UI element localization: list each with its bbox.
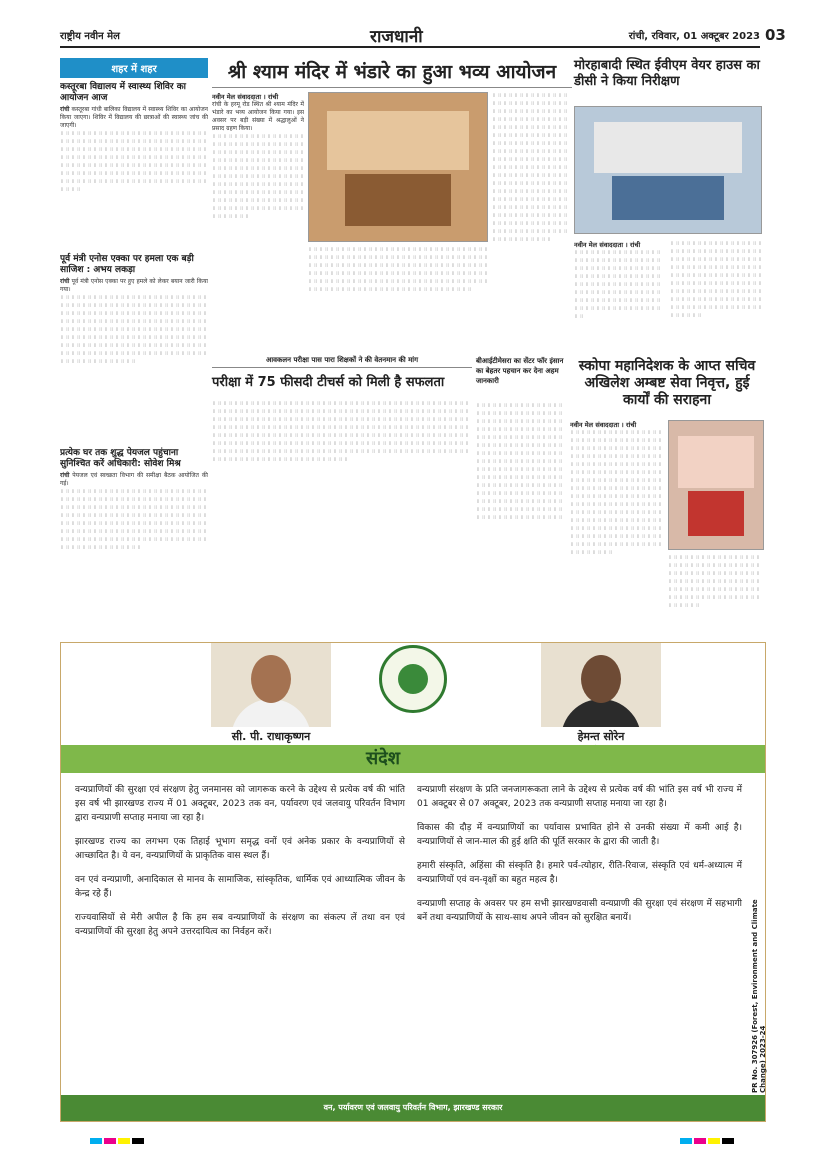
masthead (60, 22, 760, 48)
text-filler: ॥ ॥ ॥ ॥ ॥ ॥ ॥ ॥ ॥ ॥ ॥ ॥ ॥ ॥ ॥ ॥ ॥ ॥ ॥ ॥ ॥ ॥ ॥ ॥ ॥ ॥ ॥ ॥ ॥ ॥ ॥ ॥ ॥ ॥ ॥ ॥ ॥ ॥ ॥ ॥ ॥ ॥ ॥ ॥ ॥ ॥ ॥ ॥ ॥ ॥ ॥ ॥ ॥ ॥ ॥ ॥ ॥ ॥ ॥ ॥ ॥ ॥ ॥ ॥ ॥ ॥ ॥ ॥ ॥ ॥ ॥ ॥ ॥ ॥ ॥ ॥ ॥ ॥ ॥ ॥ ॥ ॥ ॥ ॥ ॥ ॥ ॥ ॥ ॥ ॥ ॥ ॥ ॥ ॥ ॥ ॥ ॥ ॥ ॥ ॥ ॥ ॥ ॥ ॥ ॥ ॥ ॥ ॥ ॥ ॥ ॥ ॥ ॥ ॥ ॥ ॥ ॥ ॥ ॥ ॥ ॥ ॥ ॥ ॥ ॥ ॥ ॥ ॥ ॥ ॥ ॥ ॥ ॥ ॥ ॥ ॥ ॥ ॥ ॥ ॥ ॥ ॥ ॥ ॥ ॥ ॥ ॥ ॥ ॥ ॥ ॥ ॥ ॥ ॥ ॥ ॥ ॥ ॥ ॥ ॥ ॥ ॥ ॥ ॥ ॥ ॥ ॥ ॥ ॥ ॥ ॥ ॥ ॥ ॥ ॥ ॥ ॥ ॥ ॥ ॥ ॥ ॥ ॥ ॥ ॥ ॥ ॥ ॥ ॥ ॥ ॥ ॥ ॥ ॥ ॥ ॥ ॥ ॥ ॥ ॥ ॥ ॥ ॥ ॥ ॥ ॥ ॥ ॥ ॥ ॥ ॥ ॥ ॥ ॥ ॥ ॥ ॥ ॥ ॥ ॥ ॥ ॥ ॥ ॥ ॥ ॥ ॥ ॥ ॥ ॥ ॥ ॥ ॥ ॥ ॥ ॥ ॥ ॥ ॥ ॥ ॥ ॥ ॥ ॥ ॥ ॥ ॥ ॥ ॥ ॥ ॥ ॥ ॥ ॥ ॥ ॥ ॥ ॥ ॥ ॥ ॥ ॥ ॥ (570, 429, 662, 556)
mid-headline: परीक्षा में 75 फीसदी टीचर्स को मिली है सफलता (212, 375, 445, 390)
photo-detail (688, 491, 744, 536)
ad-paragraph: हमारी संस्कृति, अहिंसा की संस्कृति है। हमारे पर्व-त्योहार, रीति-रिवाज, संस्कृति एवं धर्म-अध्यात्म में वन्यप्राणियों एवं वन-वृक्षों का बहुत महत्व है। (417, 861, 742, 885)
mid-headline-box (212, 372, 472, 396)
brand-name: राष्ट्रीय नवीन मेल (60, 31, 120, 42)
ad-footer: वन, पर्यावरण एवं जलवायु परिवर्तन विभाग, झारखण्ड सरकार (61, 1095, 765, 1121)
story-body-text: कस्तूरबा गांधी बालिका विद्यालय में स्वास्थ्य शिविर का आयोजन किया जाएगा। शिविर में विद्यालय की छात्राओं की स्वास्थ्य जांच की जाएगी। (60, 106, 208, 129)
mini-headline: बीआईटीमेसरा का सेंटर फॉर इंसान का बेहतर पहचान कर देना अहम जानकारी (476, 357, 564, 385)
main-headline-box (212, 58, 572, 88)
color-bar (132, 1138, 144, 1144)
text-filler: ॥ ॥ ॥ ॥ ॥ ॥ ॥ ॥ ॥ ॥ ॥ ॥ ॥ ॥ ॥ ॥ ॥ ॥ ॥ ॥ ॥ ॥ ॥ ॥ ॥ ॥ ॥ ॥ ॥ ॥ ॥ ॥ ॥ ॥ ॥ ॥ ॥ ॥ ॥ ॥ ॥ ॥ ॥ ॥ ॥ ॥ ॥ ॥ ॥ ॥ ॥ ॥ ॥ ॥ ॥ ॥ ॥ ॥ ॥ ॥ ॥ ॥ ॥ ॥ ॥ ॥ ॥ ॥ ॥ ॥ ॥ ॥ ॥ ॥ ॥ ॥ ॥ ॥ ॥ ॥ ॥ ॥ ॥ ॥ ॥ ॥ ॥ ॥ ॥ ॥ ॥ ॥ ॥ ॥ ॥ ॥ ॥ ॥ ॥ ॥ ॥ ॥ ॥ ॥ ॥ ॥ ॥ ॥ ॥ ॥ ॥ ॥ ॥ ॥ ॥ ॥ ॥ ॥ ॥ ॥ ॥ ॥ ॥ ॥ ॥ ॥ ॥ ॥ ॥ ॥ ॥ ॥ ॥ ॥ ॥ ॥ ॥ ॥ ॥ ॥ ॥ ॥ ॥ ॥ ॥ ॥ ॥ ॥ ॥ ॥ ॥ ॥ ॥ ॥ ॥ ॥ ॥ ॥ ॥ ॥ ॥ ॥ ॥ ॥ ॥ ॥ ॥ ॥ ॥ ॥ ॥ ॥ ॥ ॥ ॥ ॥ ॥ ॥ ॥ ॥ ॥ ॥ ॥ ॥ ॥ ॥ ॥ ॥ ॥ ॥ ॥ ॥ ॥ ॥ ॥ (308, 246, 488, 293)
portrait-face (251, 655, 291, 703)
story-headline: पूर्व मंत्री एनोस एक्का पर हमला एक बड़ी साजिश : अभय लकड़ा (60, 254, 194, 275)
ad-paragraph: वन्यप्राणी संरक्षण के प्रति जनजागरूकता लाने के उद्देश्य से प्रत्येक वर्ष की भांति इस वर्ष भी राज्य में 01 अक्टूबर से 07 अक्टूबर, 2023 तक वन्यप्राणी सप्ताह मनाया जा रहा है। (417, 785, 742, 809)
portrait-face (581, 655, 621, 703)
text-filler: ॥ ॥ ॥ ॥ ॥ ॥ ॥ ॥ ॥ ॥ ॥ ॥ ॥ ॥ ॥ ॥ ॥ ॥ ॥ ॥ ॥ ॥ ॥ ॥ ॥ ॥ ॥ ॥ ॥ ॥ ॥ ॥ ॥ ॥ ॥ ॥ ॥ ॥ ॥ ॥ ॥ ॥ ॥ ॥ ॥ ॥ ॥ ॥ ॥ ॥ ॥ ॥ ॥ ॥ ॥ ॥ ॥ ॥ ॥ ॥ ॥ ॥ ॥ ॥ ॥ ॥ ॥ ॥ ॥ ॥ ॥ ॥ ॥ ॥ ॥ ॥ ॥ ॥ ॥ ॥ ॥ ॥ ॥ ॥ ॥ ॥ ॥ ॥ ॥ ॥ ॥ ॥ ॥ ॥ ॥ ॥ ॥ ॥ ॥ ॥ ॥ ॥ ॥ ॥ ॥ ॥ ॥ ॥ ॥ ॥ ॥ ॥ ॥ ॥ ॥ ॥ ॥ ॥ ॥ ॥ ॥ ॥ ॥ ॥ ॥ ॥ ॥ ॥ ॥ ॥ (574, 249, 661, 320)
scopi-headline: स्कोपा महानिदेशक के आप्त सचिव अखिलेश अम्बष्ट सेवा निवृत्त, हुई कार्यों की सराहना (578, 358, 756, 408)
story-body-text: पेयजल एवं स्वच्छता विभाग की समीक्षा बैठक आयोजित की गई। (60, 472, 208, 487)
main-story-column-2 (308, 246, 488, 354)
ad-left-column (75, 783, 405, 949)
text-filler: ॥ ॥ ॥ ॥ ॥ ॥ ॥ ॥ ॥ ॥ ॥ ॥ ॥ ॥ ॥ ॥ ॥ ॥ ॥ ॥ ॥ ॥ ॥ ॥ ॥ ॥ ॥ ॥ ॥ ॥ ॥ ॥ ॥ ॥ ॥ ॥ ॥ ॥ ॥ ॥ ॥ ॥ ॥ ॥ ॥ ॥ ॥ ॥ ॥ ॥ ॥ ॥ ॥ ॥ ॥ ॥ ॥ ॥ ॥ ॥ ॥ ॥ ॥ ॥ ॥ ॥ ॥ ॥ ॥ ॥ ॥ ॥ ॥ ॥ ॥ ॥ ॥ ॥ ॥ ॥ ॥ ॥ ॥ ॥ ॥ ॥ ॥ ॥ ॥ ॥ ॥ ॥ ॥ ॥ ॥ ॥ ॥ ॥ ॥ ॥ ॥ ॥ ॥ ॥ ॥ ॥ ॥ ॥ ॥ ॥ ॥ ॥ ॥ ॥ ॥ ॥ ॥ ॥ ॥ ॥ ॥ ॥ ॥ ॥ ॥ ॥ ॥ ॥ ॥ ॥ ॥ ॥ ॥ ॥ ॥ ॥ ॥ ॥ ॥ ॥ ॥ ॥ ॥ ॥ ॥ ॥ ॥ ॥ ॥ ॥ ॥ ॥ ॥ ॥ ॥ ॥ ॥ ॥ ॥ (670, 240, 762, 319)
right-story-column (574, 240, 664, 354)
story-dateline: रांची (60, 106, 70, 113)
text-filler: ॥ ॥ ॥ ॥ ॥ ॥ ॥ ॥ ॥ ॥ ॥ ॥ ॥ ॥ ॥ ॥ ॥ ॥ ॥ ॥ ॥ ॥ ॥ ॥ ॥ ॥ ॥ ॥ ॥ ॥ ॥ ॥ ॥ ॥ ॥ ॥ ॥ ॥ ॥ ॥ ॥ ॥ ॥ ॥ ॥ ॥ ॥ ॥ ॥ ॥ ॥ ॥ ॥ ॥ ॥ ॥ ॥ ॥ ॥ ॥ ॥ ॥ ॥ ॥ ॥ ॥ ॥ ॥ ॥ ॥ ॥ ॥ ॥ ॥ ॥ ॥ ॥ ॥ ॥ ॥ ॥ ॥ ॥ ॥ ॥ ॥ ॥ ॥ ॥ ॥ ॥ ॥ ॥ ॥ ॥ ॥ ॥ ॥ ॥ ॥ ॥ ॥ ॥ ॥ ॥ ॥ ॥ ॥ ॥ ॥ ॥ ॥ ॥ ॥ ॥ ॥ ॥ ॥ ॥ ॥ ॥ ॥ ॥ ॥ ॥ ॥ ॥ ॥ ॥ ॥ ॥ ॥ ॥ ॥ ॥ ॥ ॥ ॥ ॥ ॥ ॥ ॥ ॥ ॥ ॥ ॥ ॥ ॥ ॥ ॥ ॥ ॥ ॥ ॥ ॥ ॥ ॥ ॥ ॥ ॥ ॥ ॥ ॥ ॥ ॥ ॥ ॥ ॥ ॥ ॥ ॥ ॥ ॥ ॥ ॥ ॥ ॥ ॥ ॥ ॥ ॥ ॥ ॥ ॥ ॥ ॥ ॥ ॥ ॥ ॥ ॥ ॥ ॥ ॥ ॥ ॥ ॥ ॥ ॥ ॥ ॥ ॥ ॥ ॥ (60, 488, 207, 551)
scopi-story-column-2 (668, 554, 764, 636)
story-headline: कस्तूरबा विद्यालय में स्वास्थ्य शिविर का आयोजन आज (60, 82, 186, 103)
story-dateline: रांची (60, 472, 70, 479)
text-filler: ॥ ॥ ॥ ॥ ॥ ॥ ॥ ॥ ॥ ॥ ॥ ॥ ॥ ॥ ॥ ॥ ॥ ॥ ॥ ॥ ॥ ॥ ॥ ॥ ॥ ॥ ॥ ॥ ॥ ॥ ॥ ॥ ॥ ॥ ॥ ॥ ॥ ॥ ॥ ॥ ॥ ॥ ॥ ॥ ॥ ॥ ॥ ॥ ॥ ॥ ॥ ॥ ॥ ॥ ॥ ॥ ॥ ॥ ॥ ॥ ॥ ॥ ॥ ॥ ॥ ॥ ॥ ॥ ॥ ॥ ॥ ॥ ॥ ॥ ॥ ॥ ॥ ॥ ॥ ॥ ॥ ॥ ॥ ॥ ॥ ॥ ॥ ॥ ॥ ॥ ॥ ॥ ॥ ॥ ॥ ॥ ॥ ॥ ॥ ॥ ॥ ॥ ॥ ॥ ॥ ॥ ॥ ॥ ॥ ॥ ॥ ॥ ॥ ॥ ॥ ॥ ॥ ॥ ॥ ॥ ॥ ॥ ॥ ॥ ॥ ॥ ॥ ॥ ॥ ॥ ॥ ॥ ॥ ॥ ॥ ॥ ॥ ॥ ॥ ॥ ॥ ॥ ॥ ॥ ॥ ॥ ॥ ॥ ॥ ॥ ॥ ॥ ॥ ॥ ॥ ॥ ॥ ॥ ॥ ॥ ॥ ॥ ॥ ॥ ॥ ॥ ॥ ॥ ॥ ॥ ॥ ॥ ॥ ॥ ॥ ॥ ॥ ॥ ॥ ॥ ॥ ॥ ॥ ॥ ॥ ॥ ॥ ॥ ॥ ॥ ॥ ॥ ॥ ॥ ॥ ॥ ॥ ॥ ॥ ॥ ॥ ॥ ॥ ॥ ॥ ॥ ॥ ॥ ॥ ॥ ॥ ॥ ॥ ॥ ॥ ॥ ॥ ॥ ॥ ॥ ॥ ॥ ॥ ॥ ॥ ॥ ॥ ॥ ॥ ॥ ॥ ॥ ॥ ॥ ॥ ॥ ॥ ॥ ॥ ॥ ॥ ॥ ॥ ॥ ॥ ॥ ॥ ॥ ॥ ॥ ॥ ॥ ॥ ॥ ॥ ॥ ॥ ॥ ॥ ॥ ॥ ॥ ॥ ॥ ॥ ॥ ॥ ॥ ॥ ॥ ॥ ॥ ॥ ॥ ॥ ॥ ॥ ॥ ॥ ॥ ॥ ॥ ॥ ॥ ॥ ॥ ॥ ॥ ॥ ॥ ॥ ॥ ॥ ॥ ॥ ॥ ॥ ॥ ॥ ॥ ॥ ॥ ॥ ॥ ॥ ॥ ॥ ॥ ॥ ॥ ॥ ॥ ॥ ॥ ॥ ॥ ॥ ॥ ॥ ॥ ॥ ॥ ॥ ॥ ॥ ॥ ॥ ॥ ॥ ॥ ॥ ॥ ॥ ॥ ॥ ॥ ॥ ॥ ॥ ॥ ॥ ॥ ॥ ॥ ॥ ॥ ॥ ॥ ॥ ॥ ॥ ॥ ॥ ॥ (212, 400, 469, 463)
story-dateline: रांची (60, 278, 70, 285)
emblem-core (398, 664, 428, 694)
dateline: रांची, रविवार, 01 अक्टूबर 2023 (628, 31, 760, 42)
main-story-column-3 (492, 92, 572, 354)
photo-detail (678, 436, 753, 487)
bhandara-photo (308, 92, 488, 242)
left-column (60, 58, 208, 640)
cm-portrait (541, 643, 661, 727)
story-headline: प्रत्येक घर तक शुद्ध पेयजल पहुंचाना सुनिश्चित करें अधिकारी: सोवेश मिश्र (60, 448, 181, 469)
main-body: रांची के हरमू रोड स्थित श्री श्याम मंदिर में भंडारे का भव्य आयोजन किया गया। इस अवसर पर बड़ी संख्या में श्रद्धालुओं ने प्रसाद ग्रहण किया। (212, 101, 304, 132)
government-advertisement (60, 642, 766, 1122)
warehouse-photo (574, 106, 762, 234)
mini-story-body (476, 402, 566, 636)
ad-title-strip (61, 745, 765, 773)
color-bar (708, 1138, 720, 1144)
text-filler: ॥ ॥ ॥ ॥ ॥ ॥ ॥ ॥ ॥ ॥ ॥ ॥ ॥ ॥ ॥ ॥ ॥ ॥ ॥ ॥ ॥ ॥ ॥ ॥ ॥ ॥ ॥ ॥ ॥ ॥ ॥ ॥ ॥ ॥ ॥ ॥ ॥ ॥ ॥ ॥ ॥ ॥ ॥ ॥ ॥ ॥ ॥ ॥ ॥ ॥ ॥ ॥ ॥ ॥ ॥ ॥ ॥ ॥ ॥ ॥ ॥ ॥ ॥ ॥ ॥ ॥ ॥ ॥ ॥ ॥ ॥ ॥ ॥ ॥ ॥ ॥ ॥ ॥ ॥ ॥ ॥ ॥ ॥ ॥ ॥ ॥ ॥ ॥ ॥ ॥ ॥ ॥ ॥ ॥ ॥ ॥ ॥ ॥ ॥ ॥ ॥ ॥ ॥ ॥ ॥ ॥ ॥ ॥ ॥ ॥ ॥ ॥ ॥ ॥ ॥ ॥ ॥ ॥ ॥ ॥ ॥ ॥ ॥ ॥ ॥ ॥ ॥ ॥ ॥ ॥ ॥ ॥ ॥ ॥ ॥ ॥ ॥ ॥ ॥ ॥ ॥ ॥ ॥ ॥ ॥ ॥ ॥ ॥ ॥ ॥ ॥ ॥ ॥ ॥ ॥ ॥ ॥ ॥ ॥ ॥ ॥ ॥ ॥ ॥ ॥ ॥ ॥ ॥ ॥ ॥ ॥ ॥ ॥ ॥ ॥ ॥ ॥ ॥ ॥ ॥ ॥ ॥ ॥ ॥ ॥ ॥ ॥ ॥ ॥ ॥ ॥ ॥ ॥ ॥ ॥ ॥ ॥ ॥ ॥ ॥ ॥ ॥ ॥ ॥ ॥ ॥ ॥ ॥ ॥ ॥ ॥ ॥ ॥ ॥ ॥ ॥ ॥ ॥ ॥ ॥ ॥ ॥ ॥ ॥ ॥ ॥ ॥ ॥ ॥ ॥ ॥ ॥ ॥ ॥ ॥ ॥ ॥ ॥ ॥ ॥ (476, 402, 563, 521)
section-title: राजधानी (370, 27, 423, 47)
mid-story-body (212, 400, 472, 636)
text-filler: ॥ ॥ ॥ ॥ ॥ ॥ ॥ ॥ ॥ ॥ ॥ ॥ ॥ ॥ ॥ ॥ ॥ ॥ ॥ ॥ ॥ ॥ ॥ ॥ ॥ ॥ ॥ ॥ ॥ ॥ ॥ ॥ ॥ ॥ ॥ ॥ ॥ ॥ ॥ ॥ ॥ ॥ ॥ ॥ ॥ ॥ ॥ ॥ ॥ ॥ ॥ ॥ ॥ ॥ ॥ ॥ ॥ ॥ ॥ ॥ ॥ ॥ ॥ ॥ ॥ ॥ ॥ ॥ ॥ ॥ ॥ ॥ ॥ ॥ ॥ ॥ ॥ ॥ ॥ ॥ ॥ ॥ ॥ ॥ ॥ ॥ ॥ ॥ ॥ ॥ ॥ ॥ ॥ ॥ ॥ ॥ ॥ ॥ ॥ ॥ ॥ ॥ ॥ ॥ ॥ ॥ ॥ ॥ ॥ ॥ ॥ ॥ ॥ ॥ ॥ ॥ ॥ ॥ ॥ ॥ ॥ ॥ ॥ ॥ ॥ ॥ ॥ ॥ ॥ ॥ ॥ ॥ ॥ ॥ ॥ ॥ ॥ ॥ ॥ ॥ ॥ ॥ ॥ ॥ ॥ ॥ ॥ ॥ ॥ ॥ ॥ ॥ ॥ ॥ ॥ ॥ ॥ ॥ ॥ ॥ ॥ ॥ ॥ ॥ ॥ ॥ ॥ ॥ ॥ ॥ ॥ ॥ ॥ ॥ ॥ ॥ ॥ ॥ ॥ ॥ ॥ ॥ ॥ ॥ ॥ ॥ ॥ ॥ ॥ ॥ ॥ ॥ ॥ ॥ ॥ ॥ ॥ ॥ ॥ ॥ ॥ ॥ ॥ ॥ ॥ ॥ ॥ ॥ ॥ ॥ ॥ ॥ ॥ ॥ ॥ ॥ ॥ ॥ ॥ ॥ ॥ ॥ ॥ ॥ ॥ ॥ ॥ ॥ ॥ ॥ ॥ ॥ ॥ ॥ ॥ ॥ ॥ ॥ ॥ ॥ ॥ ॥ ॥ ॥ ॥ ॥ ॥ ॥ ॥ ॥ ॥ ॥ ॥ ॥ ॥ ॥ ॥ ॥ ॥ ॥ ॥ ॥ ॥ (492, 92, 568, 243)
ad-title: संदेश (366, 748, 400, 769)
text-filler: ॥ ॥ ॥ ॥ ॥ ॥ ॥ ॥ ॥ ॥ ॥ ॥ ॥ ॥ ॥ ॥ ॥ ॥ ॥ ॥ ॥ ॥ ॥ ॥ ॥ ॥ ॥ ॥ ॥ ॥ ॥ ॥ ॥ ॥ ॥ ॥ ॥ ॥ ॥ ॥ ॥ ॥ ॥ ॥ ॥ ॥ ॥ ॥ ॥ ॥ ॥ ॥ ॥ ॥ ॥ ॥ ॥ ॥ ॥ ॥ ॥ ॥ ॥ ॥ ॥ ॥ ॥ ॥ ॥ ॥ ॥ ॥ ॥ ॥ ॥ ॥ ॥ ॥ ॥ ॥ ॥ ॥ ॥ ॥ ॥ ॥ ॥ ॥ ॥ ॥ ॥ ॥ ॥ ॥ ॥ ॥ ॥ ॥ ॥ ॥ ॥ ॥ ॥ ॥ ॥ ॥ ॥ ॥ ॥ ॥ ॥ ॥ ॥ ॥ ॥ ॥ ॥ ॥ ॥ ॥ ॥ ॥ ॥ ॥ ॥ ॥ ॥ ॥ ॥ ॥ ॥ ॥ ॥ ॥ ॥ ॥ ॥ ॥ ॥ ॥ ॥ ॥ ॥ ॥ ॥ ॥ ॥ ॥ ॥ ॥ ॥ ॥ ॥ ॥ ॥ ॥ ॥ ॥ ॥ ॥ ॥ ॥ ॥ ॥ ॥ ॥ ॥ ॥ ॥ ॥ ॥ ॥ ॥ ॥ ॥ ॥ ॥ ॥ ॥ ॥ ॥ ॥ ॥ ॥ ॥ ॥ ॥ ॥ ॥ ॥ ॥ ॥ ॥ ॥ ॥ ॥ ॥ ॥ ॥ ॥ ॥ ॥ ॥ ॥ ॥ ॥ ॥ ॥ ॥ ॥ ॥ ॥ ॥ ॥ ॥ ॥ ॥ ॥ ॥ ॥ ॥ ॥ ॥ ॥ ॥ ॥ ॥ ॥ ॥ ॥ (60, 294, 207, 365)
text-filler: ॥ ॥ ॥ ॥ ॥ ॥ ॥ ॥ ॥ ॥ ॥ ॥ ॥ ॥ ॥ ॥ ॥ ॥ ॥ ॥ ॥ ॥ ॥ ॥ ॥ ॥ ॥ ॥ ॥ ॥ ॥ ॥ ॥ ॥ ॥ ॥ ॥ ॥ ॥ ॥ ॥ ॥ ॥ ॥ ॥ ॥ ॥ ॥ ॥ ॥ ॥ ॥ ॥ ॥ ॥ ॥ ॥ ॥ ॥ ॥ ॥ ॥ ॥ ॥ ॥ ॥ ॥ ॥ ॥ ॥ ॥ ॥ ॥ ॥ ॥ ॥ ॥ ॥ ॥ ॥ ॥ ॥ ॥ ॥ ॥ ॥ ॥ ॥ ॥ ॥ ॥ ॥ ॥ ॥ ॥ ॥ ॥ ॥ ॥ ॥ ॥ ॥ ॥ ॥ ॥ ॥ ॥ ॥ ॥ ॥ ॥ ॥ ॥ ॥ ॥ ॥ ॥ ॥ ॥ ॥ ॥ ॥ ॥ ॥ ॥ ॥ ॥ ॥ ॥ ॥ ॥ ॥ ॥ ॥ ॥ ॥ ॥ ॥ ॥ ॥ ॥ ॥ ॥ ॥ ॥ ॥ ॥ ॥ ॥ ॥ ॥ ॥ ॥ ॥ ॥ ॥ ॥ ॥ ॥ ॥ ॥ ॥ ॥ ॥ ॥ ॥ ॥ ॥ ॥ ॥ ॥ ॥ ॥ ॥ ॥ ॥ ॥ (212, 133, 304, 220)
jharkhand-emblem-icon (379, 645, 447, 713)
right-byline: नवीन मेल संवाददाता । रांची (574, 241, 641, 249)
ad-paragraph: वन एवं वन्यप्राणी, अनादिकाल से मानव के सामाजिक, सांस्कृतिक, धार्मिक एवं आध्यात्मिक जीवन के केन्द्र रहे हैं। (75, 875, 405, 899)
governor-name: सी. पी. राधाकृष्णन (231, 730, 311, 743)
color-bar (694, 1138, 706, 1144)
story-body (60, 278, 208, 294)
ad-paragraph: राज्यवासियों से मेरी अपील है कि हम सब वन्यप्राणियों के संरक्षण का संकल्प लें तथा वन एवं वन्यप्राणियों की सुरक्षा हेतु अपने उत्तरदायित्व का निर्वहन करें। (75, 913, 405, 937)
photo-detail (327, 111, 469, 170)
pr-number: PR No. 307926 (Forest, Environment and Climate Change) 2023-24 (751, 899, 767, 1093)
main-byline: नवीन मेल संवाददाता । रांची (212, 93, 279, 101)
ad-paragraph: विकास की दौड़ में वन्यप्राणियों का पर्यावास प्रभावित होने से उनकी संख्या में कमी आई है। वन्यप्राणियों से जान-माल की हुई क्षति की पूर्ति सरकार के द्वारा की जाती है। (417, 823, 742, 847)
ad-paragraph: झारखण्ड राज्य का लगभग एक तिहाई भूभाग समृद्ध वनों एवं अनेक प्रकार के वन्यप्राणियों से आच्छादित है। ये वन, वन्यप्राणियों के प्राकृतिक वास स्थल हैं। (75, 837, 405, 861)
photo-detail (345, 174, 452, 226)
column-band: शहर में शहर (60, 58, 208, 78)
color-bar (722, 1138, 734, 1144)
portrait-body (561, 699, 641, 727)
cm-name: हेमन्त सोरेन (577, 730, 625, 743)
scopi-story-column (570, 420, 664, 636)
ad-right-column (417, 783, 742, 935)
portrait-body (231, 699, 311, 727)
retirement-photo (668, 420, 764, 550)
mid-banner: आवकलन परीक्षा पास पारा शिक्षकों ने की वेतनमान की मांग (212, 356, 472, 368)
color-bar (90, 1138, 102, 1144)
photo-detail (612, 176, 724, 220)
story-body (60, 106, 208, 130)
color-bar (104, 1138, 116, 1144)
color-bar (118, 1138, 130, 1144)
ad-paragraph: वन्यप्राणियों की सुरक्षा एवं संरक्षण हेतु जनमानस को जागरूक करने के उद्देश्य से प्रत्येक वर्ष की भांति इस वर्ष भी झारखण्ड राज्य में 01 अक्टूबर, 2023 तक वन, पर्यावरण एवं जलवायु परिवर्तन विभाग द्वारा वन्यप्राणी सप्ताह मनाया जा रहा है। (75, 785, 405, 823)
page-number: 03 (765, 26, 786, 44)
right-headline-box (574, 58, 762, 104)
right-headline: मोरहाबादी स्थित ईवीएम वेयर हाउस का डीसी ने किया निरीक्षण (574, 58, 760, 89)
color-bar (680, 1138, 692, 1144)
main-headline: श्री श्याम मंदिर में भंडारे का हुआ भव्य आयोजन (227, 61, 557, 83)
governor-portrait (211, 643, 331, 727)
ad-paragraph: वन्यप्राणी सप्ताह के अवसर पर हम सभी झारखण्डवासी वन्यप्राणी की सुरक्षा एवं संरक्षण में सहभागी बनें तथा वन्यप्राणियों के साथ-साथ अपने जीवन को सुरक्षित बनायें। (417, 899, 742, 923)
story-body (60, 472, 208, 488)
right-story-column-2 (670, 240, 762, 354)
main-story-column (212, 92, 304, 354)
text-filler: ॥ ॥ ॥ ॥ ॥ ॥ ॥ ॥ ॥ ॥ ॥ ॥ ॥ ॥ ॥ ॥ ॥ ॥ ॥ ॥ ॥ ॥ ॥ ॥ ॥ ॥ ॥ ॥ ॥ ॥ ॥ ॥ ॥ ॥ ॥ ॥ ॥ ॥ ॥ ॥ ॥ ॥ ॥ ॥ ॥ ॥ ॥ ॥ ॥ ॥ ॥ ॥ ॥ ॥ ॥ ॥ ॥ ॥ ॥ ॥ ॥ ॥ ॥ ॥ ॥ ॥ ॥ ॥ ॥ ॥ ॥ ॥ ॥ ॥ ॥ ॥ ॥ ॥ ॥ ॥ ॥ ॥ ॥ ॥ ॥ ॥ ॥ ॥ ॥ ॥ ॥ ॥ ॥ ॥ ॥ ॥ ॥ ॥ ॥ ॥ ॥ ॥ ॥ ॥ ॥ ॥ ॥ ॥ ॥ ॥ ॥ ॥ ॥ ॥ ॥ ॥ ॥ ॥ ॥ ॥ ॥ ॥ ॥ ॥ ॥ ॥ ॥ ॥ ॥ ॥ ॥ ॥ ॥ ॥ ॥ ॥ ॥ ॥ ॥ ॥ ॥ ॥ ॥ ॥ ॥ ॥ ॥ ॥ ॥ ॥ ॥ ॥ ॥ ॥ ॥ ॥ ॥ ॥ ॥ ॥ ॥ ॥ ॥ ॥ ॥ ॥ ॥ ॥ ॥ ॥ ॥ ॥ ॥ ॥ ॥ ॥ ॥ ॥ ॥ ॥ ॥ ॥ ॥ ॥ ॥ ॥ ॥ ॥ ॥ ॥ ॥ ॥ ॥ (60, 130, 207, 193)
scopi-byline: नवीन मेल संवाददाता । रांची (570, 421, 637, 429)
text-filler: ॥ ॥ ॥ ॥ ॥ ॥ ॥ ॥ ॥ ॥ ॥ ॥ ॥ ॥ ॥ ॥ ॥ ॥ ॥ ॥ ॥ ॥ ॥ ॥ ॥ ॥ ॥ ॥ ॥ ॥ ॥ ॥ ॥ ॥ ॥ ॥ ॥ ॥ ॥ ॥ ॥ ॥ ॥ ॥ ॥ ॥ ॥ ॥ ॥ ॥ ॥ ॥ ॥ ॥ ॥ ॥ ॥ ॥ ॥ ॥ ॥ ॥ ॥ ॥ ॥ ॥ ॥ ॥ ॥ ॥ ॥ ॥ ॥ ॥ ॥ ॥ ॥ ॥ ॥ ॥ ॥ ॥ ॥ ॥ ॥ ॥ ॥ ॥ ॥ ॥ ॥ ॥ ॥ ॥ ॥ ॥ ॥ ॥ ॥ ॥ ॥ ॥ ॥ ॥ ॥ ॥ ॥ ॥ (668, 554, 760, 609)
scopi-headline-box (570, 358, 764, 414)
story-body-text: पूर्व मंत्री एनोस एक्का पर हुए हमले को लेकर बयान जारी किया गया। (60, 278, 208, 293)
photo-detail (594, 122, 743, 172)
